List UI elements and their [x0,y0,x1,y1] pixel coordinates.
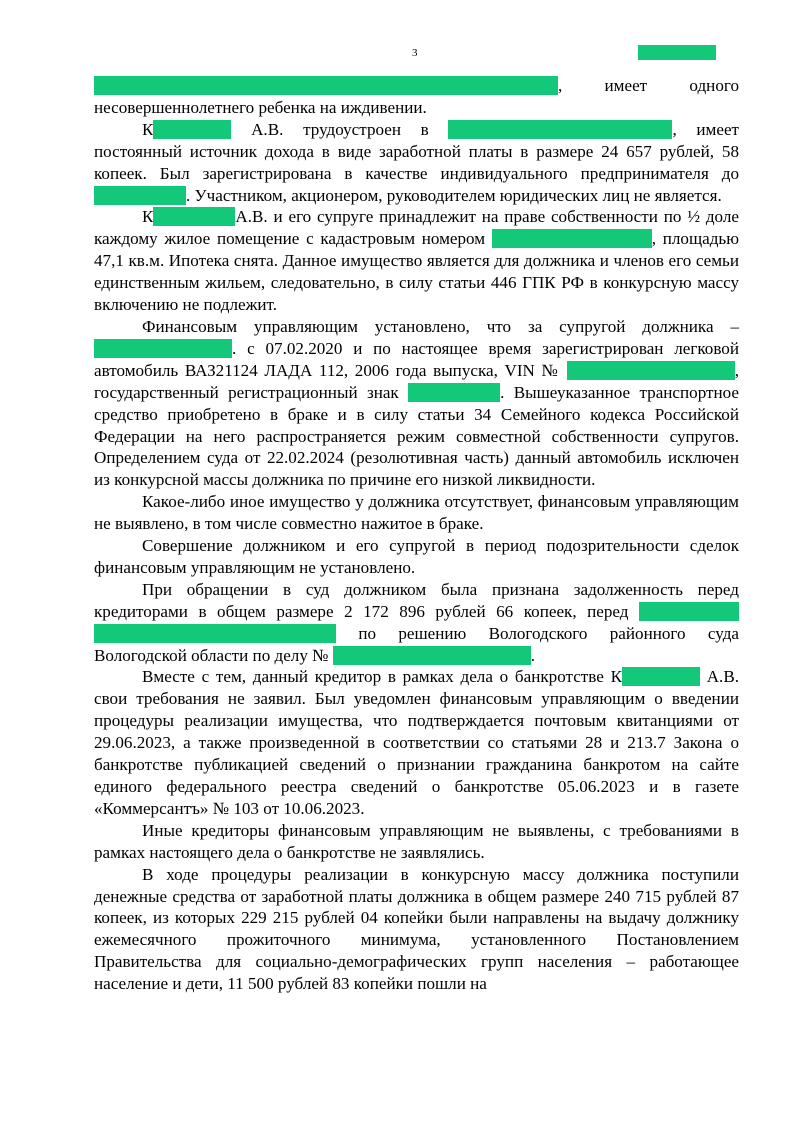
redaction-block [408,383,500,402]
paragraph: Совершение должником и его супругой в период подозрительности сделок финансовым управляющим не установлено. [94,536,739,577]
page-number: 3 [412,47,418,59]
paragraph: , имеет одного несовершеннолетнего ребенка на иждивении. [94,76,739,117]
redaction-block [622,667,700,686]
paragraph: Финансовым управляющим установлено, что за супругой должника – . с 07.02.2020 и по настоящее время зарегистрирован легковой автомобиль ВАЗ21124 ЛАДА 112, 2006 года выпуска, VIN № , государственный регистрационный знак . Вышеуказанное транспортное средство приобретено в браке и в силу статьи 34 Семейного кодекса Российской Федерации на него распространяется режим совместной собственности супругов. Определением суда от 22.02.2024 (резолютивная часть) данный автомобиль исключен из конкурсной массы должника по причине его низкой ликвидности. [94,316,739,490]
paragraph: Иные кредиторы финансовым управляющим не выявлены, с требованиями в рамках настоящего дела о банкротстве не заявлялись. [94,820,739,862]
redaction-block [492,229,652,248]
redaction-block [638,45,716,60]
redaction-block [153,120,231,139]
paragraph: Какое-либо иное имущество у должника отсутствует, финансовым управляющим не выявлено, в том числе совместно нажитое в браке. [94,492,739,534]
paragraph: При обращении в суд должником была признана задолженность перед кредиторами в общем размере 2 172 896 рублей 66 копеек, перед по решению Вологодского районного суда Вологодской области по делу № . [94,579,739,665]
redaction-block [153,207,235,226]
redaction-block [94,186,186,205]
redaction-block [448,120,672,139]
redaction-block [94,624,336,643]
redaction-block [639,602,739,621]
paragraph: К А.В. и его супруге принадлежит на праве собственности по ½ доле каждому жилое помещение с кадастровым номером , площадью 47,1 кв.м. Ипотека снята. Данное имущество является для должника и членов его семьи единственным жильем, следовательно, в силу статьи 446 ГПК РФ в конкурсную массу включению не подлежит. [94,207,739,315]
redaction-block [567,361,735,380]
redaction-block [94,76,558,95]
paragraph: К А.В. трудоустроен в , имеет постоянный источник дохода в виде заработной платы в размере 24 657 рублей, 58 копеек. Был зарегистрирована в качестве индивидуального предпринимателя до . Участником, акционером, руководителем юридических лиц не является. [94,119,740,205]
paragraph: В ходе процедуры реализации в конкурсную массу должника поступили денежные средства от заработной платы должника в общем размере 240 715 рублей 87 копеек, из которых 229 215 рублей 04 копейки были направлены на выдачу должнику ежемесячного прожиточного минимума, установленного Постановлением Правительства для социально-демографических групп населения – работающее население и дети, 11 500 рублей 83 копейки пошли на [94,864,739,994]
redaction-block [94,339,232,358]
document-body [94,75,739,995]
redaction-block [333,646,531,665]
paragraph: Вместе с тем, данный кредитор в рамках дела о банкротстве К А.В. свои требования не заявил. Был уведомлен финансовым управляющим о введении процедуры реализации имущества, что подтверждается почтовым квитанциями от 29.06.2023, а также произведенной в соответствии со статьями 28 и 213.7 Закона о банкротстве публикацией сведений о признании гражданина банкротом на сайте единого федерального реестра сведений о банкротстве 05.06.2023 и в газете «Коммерсантъ» № 103 от 10.06.2023. [94,667,739,818]
